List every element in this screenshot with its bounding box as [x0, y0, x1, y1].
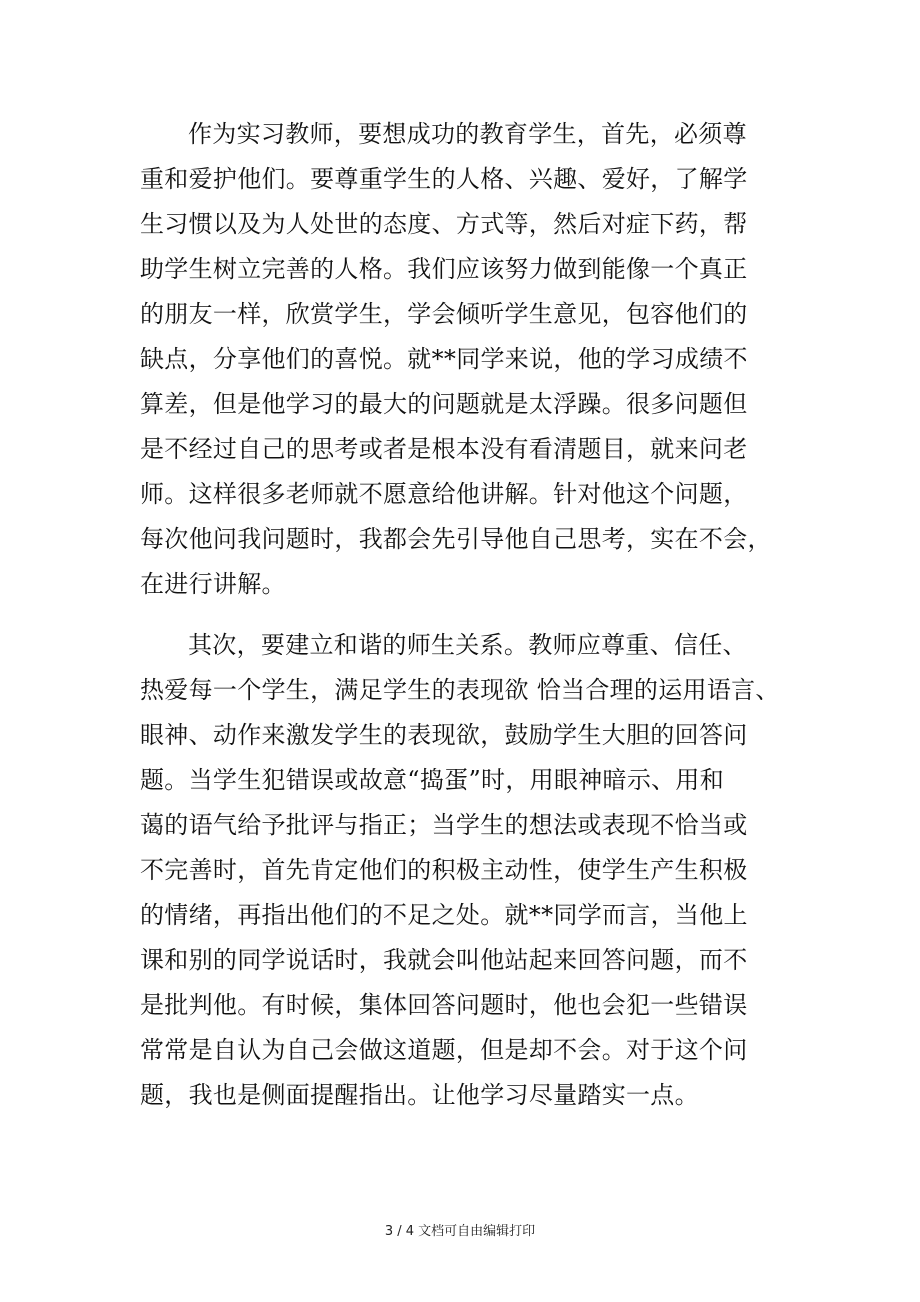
- paragraph-1-line-2: 重和爱护他们。要尊重学生的人格、兴趣、爱好，了解学: [140, 165, 748, 193]
- paragraph-1-line-3: 生习惯以及为人处世的态度、方式等，然后对症下药，帮: [140, 210, 748, 238]
- paragraph-1-line-10: 每次他问我问题时，我都会先引导他自己思考，实在不会，: [140, 525, 772, 553]
- paragraph-2-line-1: 其次，要建立和谐的师生关系。教师应尊重、信任、: [188, 631, 747, 659]
- paragraph-2-line-6: 不完善时，首先肯定他们的积极主动性，使学生产生积极: [140, 856, 748, 884]
- paragraph-2-line-8: 课和别的同学说话时，我就会叫他站起来回答问题，而不: [140, 946, 748, 974]
- paragraph-1-line-8: 是不经过自己的思考或者是根本没有看清题目，就来问老: [140, 435, 748, 463]
- paragraph-1-line-11: 在进行讲解。: [140, 570, 286, 598]
- paragraph-1-line-7: 算差，但是他学习的最大的问题就是太浮躁。很多问题但: [140, 390, 748, 418]
- paragraph-1-line-5: 的朋友一样，欣赏学生，学会倾听学生意见，包容他们的: [140, 300, 748, 328]
- paragraph-2-line-4: 题。当学生犯错误或故意“捣蛋”时，用眼神暗示、用和: [140, 766, 725, 794]
- paragraph-2-line-2: 热爱每一个学生，满足学生的表现欲 恰当合理的运用语言、: [140, 676, 780, 704]
- paragraph-2-line-10: 常常是自认为自己会做这道题，但是却不会。对于这个问: [140, 1036, 748, 1064]
- paragraph-2-line-3: 眼神、动作来激发学生的表现欲，鼓励学生大胆的回答问: [140, 721, 748, 749]
- paragraph-2-line-11: 题，我也是侧面提醒指出。让他学习尽量踏实一点。: [140, 1081, 699, 1109]
- paragraph-2-line-7: 的情绪，再指出他们的不足之处。就**同学而言，当他上: [140, 901, 748, 929]
- paragraph-1-line-9: 师。这样很多老师就不愿意给他讲解。针对他这个问题，: [140, 480, 748, 508]
- paragraph-2-line-5: 蔼的语气给予批评与指正；当学生的想法或表现不恰当或: [140, 811, 748, 839]
- page-footer: 3 / 4 文档可自由编辑打印: [384, 1224, 536, 1239]
- paragraph-1-line-1: 作为实习教师，要想成功的教育学生，首先，必须尊: [188, 120, 747, 148]
- paragraph-2-line-9: 是批判他。有时候，集体回答问题时，他也会犯一些错误: [140, 991, 748, 1019]
- paragraph-1-line-6: 缺点，分享他们的喜悦。就**同学来说，他的学习成绩不: [140, 345, 748, 373]
- paragraph-1-line-4: 助学生树立完善的人格。我们应该努力做到能像一个真正: [140, 255, 748, 283]
